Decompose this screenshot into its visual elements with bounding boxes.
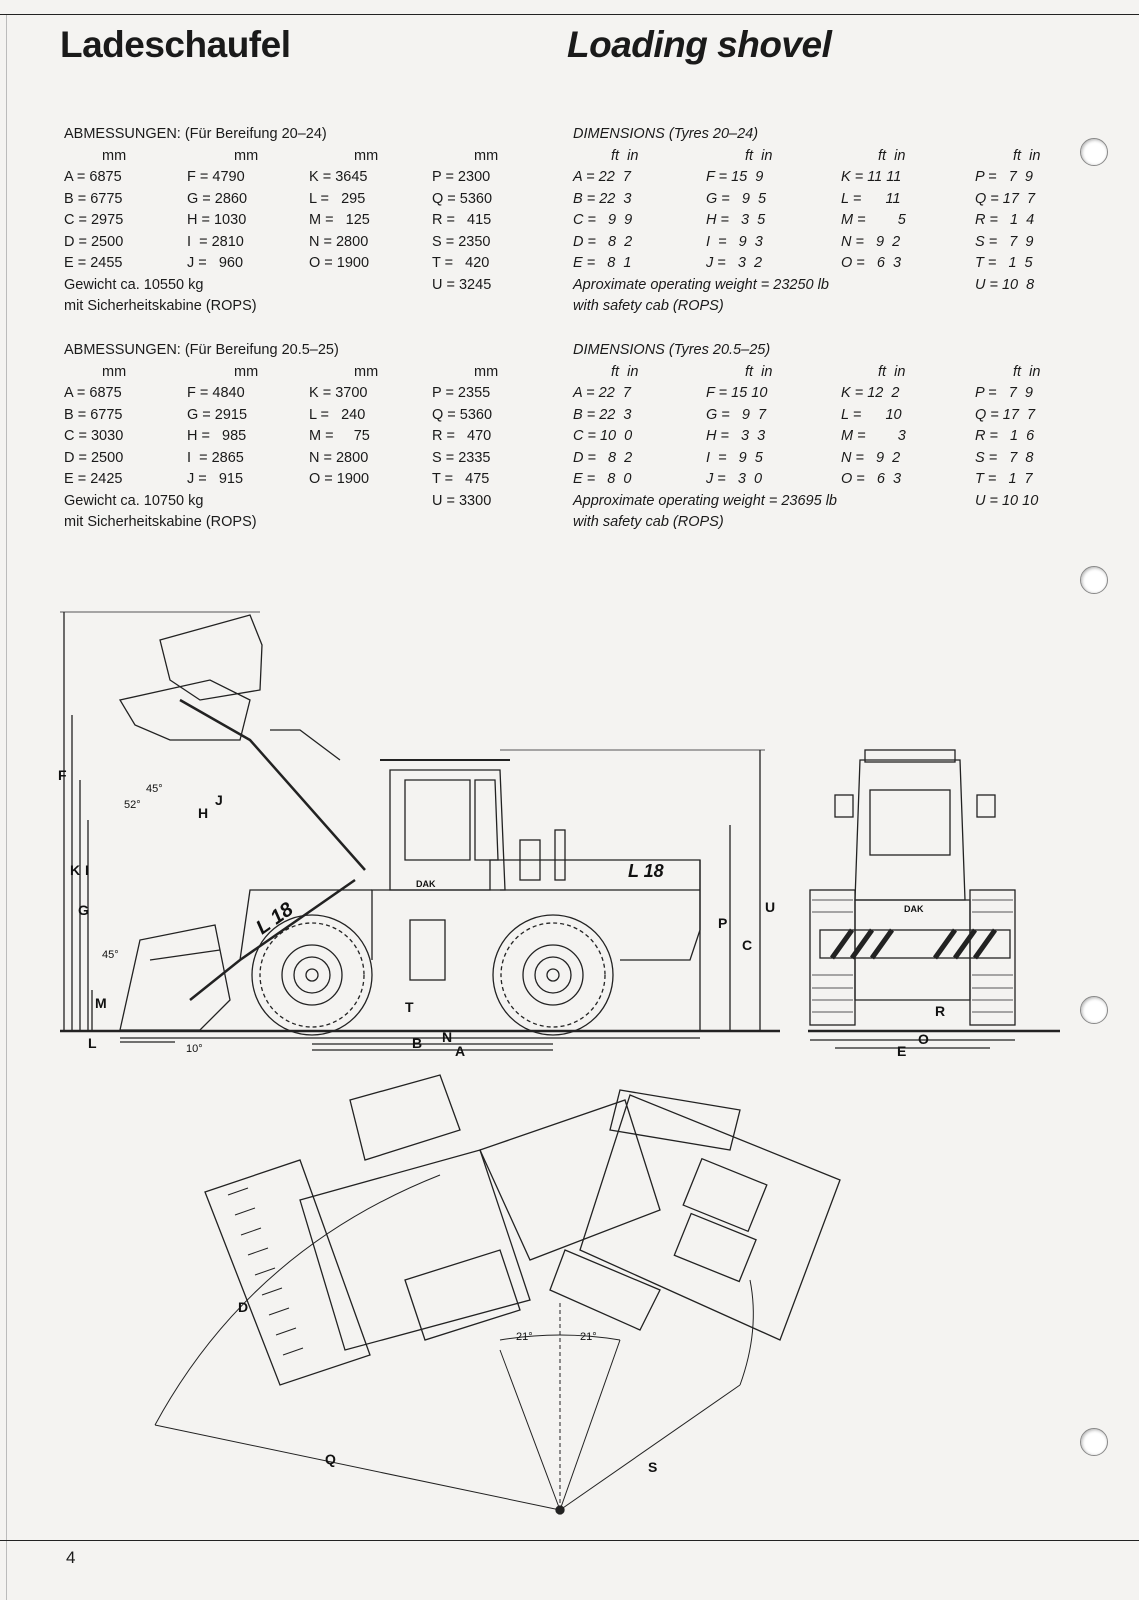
dimension-value: B = 6775 xyxy=(64,190,123,207)
dimension-value: K = 12 2 xyxy=(841,385,900,401)
angle-label: 10° xyxy=(186,1043,203,1055)
dimension-value: J = 3 0 xyxy=(706,471,763,487)
dimension-value: T = 1 7 xyxy=(975,471,1033,487)
dimension-value: M = 75 xyxy=(309,428,370,444)
dimension-value: P = 7 9 xyxy=(975,385,1033,401)
dimension-value: O = 6 3 xyxy=(841,255,902,271)
dimension-value: G = 2860 xyxy=(187,190,248,207)
dimension-label-t: T xyxy=(405,999,414,1015)
cab-note: mit Sicherheitskabine (ROPS) xyxy=(64,513,257,530)
dimension-value: A = 22 7 xyxy=(573,385,631,401)
articulation-joint xyxy=(480,1100,660,1260)
dimension-value: P = 2300 xyxy=(432,169,491,185)
dimension-label-n: N xyxy=(442,1029,453,1045)
front-axle-body xyxy=(855,900,970,1000)
radius-s xyxy=(560,1385,740,1510)
unit-label: ft in xyxy=(745,363,773,380)
unit-label: mm xyxy=(354,147,379,164)
dimension-value: D = 2500 xyxy=(64,233,124,250)
dimension-value: I = 2810 xyxy=(187,233,244,250)
weight-note: Gewicht ca. 10750 kg xyxy=(64,492,204,509)
dimension-value: Q = 5360 xyxy=(432,190,493,207)
dimension-value: P = 7 9 xyxy=(975,169,1033,185)
cab-note: with safety cab (ROPS) xyxy=(573,297,724,314)
mirror-right xyxy=(977,795,995,817)
angle-label: 21° xyxy=(580,1331,597,1343)
dimension-value: M = 3 xyxy=(841,428,906,444)
dimension-value: K = 3700 xyxy=(309,385,368,401)
weight-note: Aproximate operating weight = 23250 lb xyxy=(573,276,829,293)
dimension-value: R = 1 6 xyxy=(975,428,1035,444)
dimension-value: B = 22 3 xyxy=(573,406,632,423)
page-title-german: Ladeschaufel xyxy=(60,24,291,65)
lift-arm-raised xyxy=(180,700,365,870)
angle-label: 45° xyxy=(146,783,163,795)
dimension-value: L = 295 xyxy=(309,190,366,207)
dimension-value: L = 240 xyxy=(309,406,366,423)
dimension-value: U = 10 10 xyxy=(975,492,1039,509)
dimension-label-o: O xyxy=(918,1031,929,1047)
dimension-value: U = 3245 xyxy=(432,276,492,293)
cab-window xyxy=(405,780,470,860)
dimension-value: Q = 5360 xyxy=(432,406,493,423)
angle-label: 52° xyxy=(124,799,141,811)
steps xyxy=(410,920,445,980)
dimension-value: B = 22 3 xyxy=(573,190,632,207)
table-heading: DIMENSIONS (Tyres 20.5–25) xyxy=(573,342,771,358)
bucket-edge xyxy=(150,950,220,960)
dimension-value: O = 1900 xyxy=(309,255,370,271)
unit-label: ft in xyxy=(1013,363,1041,380)
dimension-value: D = 8 2 xyxy=(573,233,633,250)
dimension-value: J = 3 2 xyxy=(706,255,763,271)
dimension-label-k: K xyxy=(70,862,81,878)
front-view xyxy=(810,750,1015,1048)
dimension-value: L = 10 xyxy=(841,406,902,423)
dimension-label-c: C xyxy=(742,937,753,953)
front-cab xyxy=(855,760,965,900)
dimension-value: H = 3 3 xyxy=(706,428,766,444)
cab-window xyxy=(475,780,498,860)
mirror-left xyxy=(835,795,853,817)
dimension-value: K = 3645 xyxy=(309,169,368,185)
dimension-value: E = 2425 xyxy=(64,471,123,487)
dimension-value: E = 8 0 xyxy=(573,471,632,487)
rear-wheel xyxy=(493,915,613,1035)
dimension-value: A = 6875 xyxy=(64,385,122,401)
dimension-label-f: F xyxy=(58,767,67,783)
dimension-value: A = 6875 xyxy=(64,169,122,185)
brand-logo: DAK xyxy=(416,879,436,889)
dimension-label-j: J xyxy=(215,792,223,808)
dimension-value: N = 2800 xyxy=(309,449,369,466)
dimension-value: G = 9 7 xyxy=(706,406,767,423)
unit-label: mm xyxy=(102,147,127,164)
dimension-value: I = 2865 xyxy=(187,449,244,466)
dimension-value: H = 1030 xyxy=(187,212,247,228)
dimension-value: J = 915 xyxy=(187,471,244,487)
dimension-label-l: L xyxy=(88,1035,97,1051)
dimension-value: H = 985 xyxy=(187,428,247,444)
dimension-value: H = 3 5 xyxy=(706,212,766,228)
lift-cylinder xyxy=(270,730,340,760)
bucket-top-view xyxy=(205,1160,370,1385)
dimension-value: R = 470 xyxy=(432,428,492,444)
dimension-value: P = 2355 xyxy=(432,385,491,401)
tyre-top-left xyxy=(350,1075,460,1160)
turning-center xyxy=(556,1506,564,1514)
dimension-value: G = 2915 xyxy=(187,406,248,423)
brand-logo: DAK xyxy=(904,904,924,914)
machine-model-label: L 18 xyxy=(628,861,664,881)
dimension-value: O = 1900 xyxy=(309,471,370,487)
dimension-value: N = 2800 xyxy=(309,233,369,250)
tyre-top-rear xyxy=(610,1090,740,1150)
bucket-lowered xyxy=(120,925,230,1030)
dimension-value: C = 10 0 xyxy=(573,428,633,444)
dimension-label-e: E xyxy=(897,1043,907,1059)
unit-label: mm xyxy=(102,363,127,380)
unit-label: ft in xyxy=(878,147,906,164)
machine-model-label: L 18 xyxy=(252,898,298,940)
dimension-label-i: I xyxy=(85,862,89,878)
dimension-label-m: M xyxy=(95,995,107,1011)
unit-label: ft in xyxy=(1013,147,1041,164)
dimension-value: S = 7 8 xyxy=(975,449,1034,466)
dimension-value: G = 9 5 xyxy=(706,190,767,207)
dimension-label-u: U xyxy=(765,899,776,915)
dimension-value: D = 8 2 xyxy=(573,449,633,466)
dimension-value: T = 1 5 xyxy=(975,255,1033,271)
cab-note: with safety cab (ROPS) xyxy=(573,513,724,530)
tyre-top-rear xyxy=(550,1250,660,1330)
weight-note: Approximate operating weight = 23695 lb xyxy=(573,492,837,509)
table-heading: DIMENSIONS (Tyres 20–24) xyxy=(573,126,759,142)
dimension-label-g: G xyxy=(78,902,89,918)
dimension-value: N = 9 2 xyxy=(841,233,901,250)
page-number: 4 xyxy=(66,1548,76,1567)
page-title-english: Loading shovel xyxy=(567,24,832,65)
dimension-label-h: H xyxy=(198,805,209,821)
table-heading: ABMESSUNGEN: (Für Bereifung 20.5–25) xyxy=(64,342,339,358)
dimension-value: C = 3030 xyxy=(64,428,124,444)
lift-arm-lowered xyxy=(190,880,355,1000)
dimension-value: F = 15 9 xyxy=(706,169,764,185)
dimension-value: C = 2975 xyxy=(64,212,124,228)
radius-q xyxy=(155,1425,560,1510)
dimension-value: N = 9 2 xyxy=(841,449,901,466)
turning-radius xyxy=(155,1175,753,1510)
unit-label: mm xyxy=(474,363,499,380)
unit-label: mm xyxy=(474,147,499,164)
dimension-value: J = 960 xyxy=(187,255,244,271)
dimension-label-a: A xyxy=(455,1043,466,1059)
dimension-value: A = 22 7 xyxy=(573,169,631,185)
unit-label: ft in xyxy=(745,147,773,164)
air-intake xyxy=(555,830,565,880)
dimension-label-b: B xyxy=(412,1035,423,1051)
dimension-value: M = 125 xyxy=(309,212,370,228)
dimension-label-p: P xyxy=(718,915,728,931)
dimension-value: U = 10 8 xyxy=(975,276,1035,293)
dimension-value: S = 2335 xyxy=(432,449,491,466)
dimension-value: B = 6775 xyxy=(64,406,123,423)
front-frame-top-view xyxy=(300,1150,530,1350)
dimension-value: C = 9 9 xyxy=(573,212,633,228)
unit-label: ft in xyxy=(611,147,639,164)
unit-label: ft in xyxy=(611,363,639,380)
engine-grille xyxy=(683,1159,767,1232)
unit-label: mm xyxy=(234,363,259,380)
dimension-value: M = 5 xyxy=(841,212,906,228)
unit-label: mm xyxy=(354,363,379,380)
bucket-raised-dump xyxy=(120,680,250,740)
dimension-value: R = 415 xyxy=(432,212,492,228)
dimension-value: D = 2500 xyxy=(64,449,124,466)
dimension-value: R = 1 4 xyxy=(975,212,1035,228)
cab-note: mit Sicherheitskabine (ROPS) xyxy=(64,297,257,314)
unit-label: ft in xyxy=(878,363,906,380)
dimension-value: I = 9 5 xyxy=(706,449,763,466)
operator-cab xyxy=(390,770,505,890)
dimension-value: F = 4840 xyxy=(187,385,245,401)
dimension-label-s: S xyxy=(648,1459,658,1475)
dimension-value: T = 420 xyxy=(432,255,490,271)
dimension-value: O = 6 3 xyxy=(841,471,902,487)
dimension-value: T = 475 xyxy=(432,471,490,487)
dimension-label-d: D xyxy=(238,1299,249,1315)
dimension-value: S = 7 9 xyxy=(975,233,1034,250)
table-heading: ABMESSUNGEN: (Für Bereifung 20–24) xyxy=(64,126,327,142)
angle-label: 21° xyxy=(516,1331,533,1343)
dimension-value: Q = 17 7 xyxy=(975,406,1036,423)
angle-label: 45° xyxy=(102,949,119,961)
dimension-value: Q = 17 7 xyxy=(975,190,1036,207)
dimension-value: F = 15 10 xyxy=(706,385,768,401)
dimension-value: U = 3300 xyxy=(432,492,492,509)
dimension-value: S = 2350 xyxy=(432,233,491,250)
dimension-value: L = 11 xyxy=(841,190,901,207)
dimension-label-r: R xyxy=(935,1003,946,1019)
dimension-label-q: Q xyxy=(325,1451,336,1467)
front-window xyxy=(870,790,950,855)
dimension-value: K = 11 11 xyxy=(841,169,902,185)
dimension-value: I = 9 3 xyxy=(706,233,763,250)
unit-label: mm xyxy=(234,147,259,164)
tyre-top-right xyxy=(405,1250,520,1340)
tyre-tread xyxy=(812,900,1013,1012)
dimension-value: E = 8 1 xyxy=(573,255,632,271)
engine-grille xyxy=(674,1214,756,1282)
dimension-value: E = 2455 xyxy=(64,255,123,271)
weight-note: Gewicht ca. 10550 kg xyxy=(64,276,204,293)
dimension-value: F = 4790 xyxy=(187,169,245,185)
